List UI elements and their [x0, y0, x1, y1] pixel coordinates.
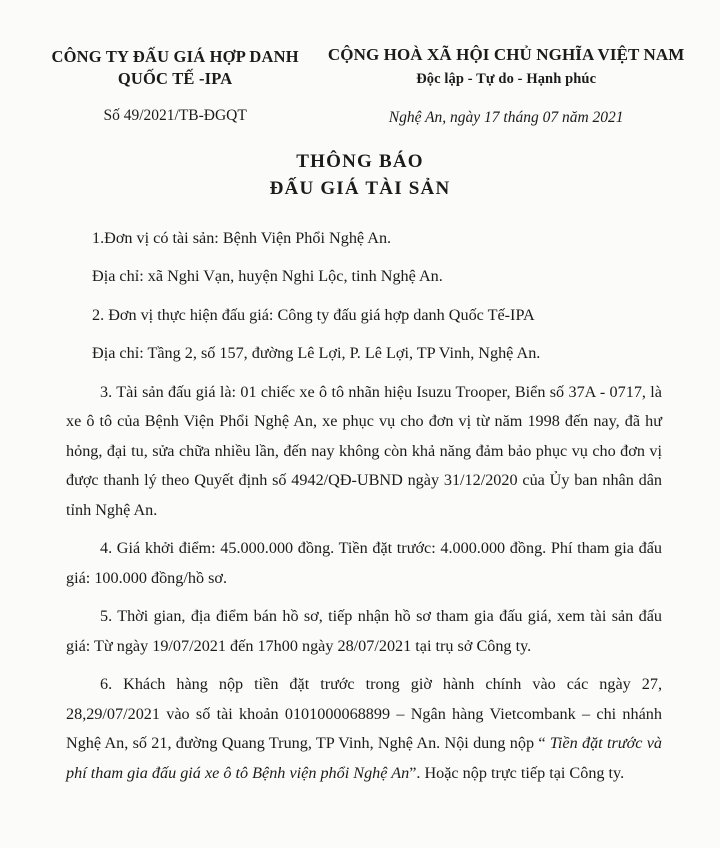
deposit-text-part2: ”. Hoặc nộp trực tiếp tại Công ty.	[409, 763, 625, 782]
paragraph-auction-unit-address: Địa chỉ: Tầng 2, số 157, đường Lê Lợi, P. Lê Lợi, TP Vinh, Nghệ An.	[92, 344, 541, 363]
paragraph-auction-unit: 2. Đơn vị thực hiện đấu giá: Công ty đấu giá hợp danh Quốc Tế-IPA	[92, 305, 535, 324]
deposit-text-part1: 6. Khách hàng nộp tiền đặt trước trong giờ hành chính vào các ngày 27, 28,29/07/2021 vào số tài khoản 0101000068899 – Ngân hàng Vietcombank – chi nhánh Nghệ An, số 21, đường Quang Trung, TP Vinh, Nghệ An. Nội dung nộp “	[66, 675, 662, 753]
org-name-line2: QUỐC TẾ -IPA	[117, 69, 233, 89]
document-number: Số 49/2021/TB-ĐGQT	[103, 106, 247, 124]
document-body	[34, 224, 686, 788]
document-header	[34, 44, 686, 91]
document-title: THÔNG BÁO	[296, 150, 424, 172]
document-subtitle: ĐẤU GIÁ TÀI SẢN	[269, 178, 451, 200]
org-name-line1: CÔNG TY ĐẤU GIÁ HỢP DANH	[51, 47, 299, 66]
document-title-block	[34, 149, 686, 202]
paragraph-asset-owner: 1.Đơn vị có tài sản: Bệnh Viện Phổi Nghệ An.	[92, 228, 392, 247]
place-and-date: Nghệ An, ngày 17 tháng 07 năm 2021	[388, 108, 624, 126]
national-motto: Độc lập - Tự do - Hạnh phúc	[416, 71, 597, 88]
national-heading	[326, 44, 686, 88]
deposit-transfer-note: Tiền đặt trước và phí tham gia đấu giá xe ô tô Bệnh viện phổi Nghệ An	[66, 734, 662, 782]
paragraph-asset-description: 3. Tài sản đấu giá là: 01 chiếc xe ô tô nhãn hiệu Isuzu Trooper, Biển số 37A - 0717, là xe ô tô của Bệnh Viện Phổi Nghệ An, xe phục vụ cho đơn vị từ năm 1998 đến nay, đã hư hỏng, đại tu, sửa chữa nhiều lần, đến nay không còn khả năng đảm bảo phục vụ cho đơn vị được thanh lý theo Quyết định số 4942/QĐ-UBND ngày 31/12/2020 của Ủy ban nhân dân tỉnh Nghệ An.	[66, 382, 662, 519]
paragraph-deposit-payment	[66, 670, 662, 788]
nation-line: CỘNG HOÀ XÃ HỘI CHỦ NGHĨA VIỆT NAM	[327, 45, 685, 64]
document-meta-row	[34, 91, 686, 127]
paragraph-schedule: 5. Thời gian, địa điểm bán hồ sơ, tiếp nhận hồ sơ tham gia đấu giá, xem tài sản đấu giá: Từ ngày 19/07/2021 đến 17h00 ngày 28/07/2021 tại trụ sở Công ty.	[66, 607, 662, 655]
paragraph-starting-price: 4. Giá khởi điểm: 45.000.000 đồng. Tiền đặt trước: 4.000.000 đồng. Phí tham gia đấu giá: 100.000 đồng/hồ sơ.	[66, 539, 662, 587]
issuing-organization	[34, 44, 316, 91]
paragraph-asset-owner-address: Địa chỉ: xã Nghi Vạn, huyện Nghi Lộc, tinh Nghệ An.	[92, 267, 443, 286]
